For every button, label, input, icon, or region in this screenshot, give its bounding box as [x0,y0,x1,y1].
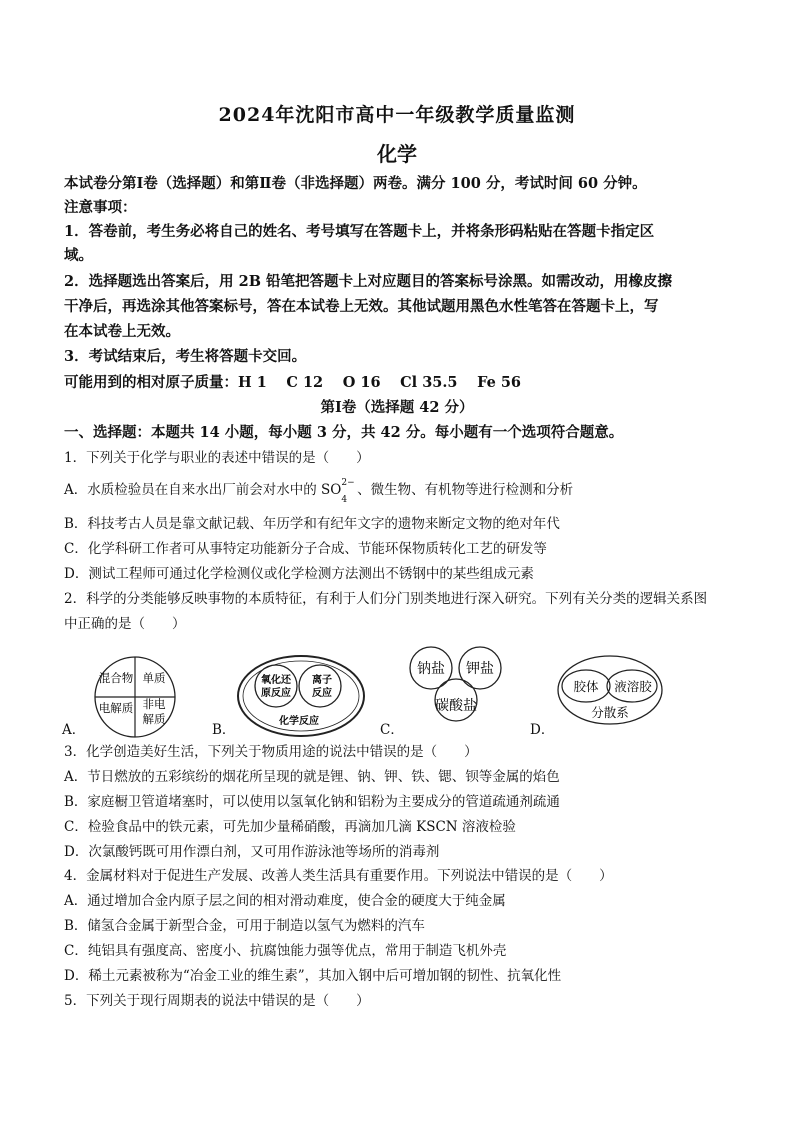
subject-title: 化学 [377,142,417,166]
section-instructions: 一、选择题：本题共 14 小题，每小题 3 分，共 42 分。每小题有一个选项符合题意。 [64,424,624,441]
q4-stem: 4．金属材料对于促进生产发展、改善人类生活具有重要作用。下列说法中错误的是（ ） [64,868,613,884]
figure-b-diagram [236,650,372,740]
fig-a-label: A． [62,722,86,738]
fig-d-outer-label: 分散系 [591,705,629,720]
q3-option-a: A．节日燃放的五彩缤纷的烟花所呈现的就是锂、钠、钾、铁、锶、钡等金属的焰色 [64,769,560,785]
fig-a-br1: 非电 [142,697,166,711]
notice-2c: 在本试卷上无效。 [64,323,180,340]
fig-b-in2a: 离子 [312,675,332,686]
q4-option-a: A．通过增加合金内原子层之间的相对滑动难度，使合金的硬度大于纯金属 [64,893,506,909]
fig-b-in2b: 反应 [312,688,332,699]
section-heading: 第Ⅰ卷（选择题 42 分） [320,399,474,416]
q5-stem: 5．下列关于现行周期表的说法中错误的是（ ） [64,993,370,1009]
fig-a-br2: 解质 [142,712,166,726]
fig-c-c2: 钾盐 [466,661,494,677]
fig-d-c2: 液溶胶 [614,679,652,694]
figure-c-diagram [404,644,510,724]
q4-option-c: C．纯铝具有强度高、密度小、抗腐蚀能力强等优点，常用于制造飞机外壳 [64,943,507,959]
q4-option-b: B．储氢合金属于新型合金，可用于制造以氢气为燃料的汽车 [64,918,425,934]
fig-b-circle-1 [255,665,297,707]
q1-option-b: B．科技考古人员是靠文献记载、年历学和有纪年文字的遗物来断定文物的绝对年代 [64,516,560,532]
notice-3: 3．考试结束后，考生将答题卡交回。 [64,348,307,365]
fig-b-circle-2 [299,665,341,707]
figure-d-diagram [556,650,666,740]
q3-option-b: B．家庭橱卫管道堵塞时，可以使用以氢氧化钠和铝粉为主要成分的管道疏通剂疏通 [64,794,560,810]
q4-option-d: D．稀土元素被称为“冶金工业的维生素”，其加入钢中后可增加钢的韧性、抗氧化性 [64,968,562,984]
notice-heading: 注意事项： [64,199,137,216]
fig-c-c3: 碳酸盐 [435,698,477,714]
notice-2b: 干净后，再选涂其他答案标号，答在本试卷上无效。其他试题用黑色水性笔答在答题卡上，写 [64,298,659,315]
atomic-masses: 可能用到的相对原子质量：H 1 C 12 O 16 Cl 35.5 Fe 56 [64,374,522,391]
fig-b-outer-label: 化学反应 [279,716,319,727]
notice-1b: 域。 [64,247,93,264]
q2-stem-line2: 中正确的是（ ） [64,616,186,632]
fig-d-label: D． [530,722,555,738]
q3-option-d: D．次氯酸钙既可用作漂白剂，又可用作游泳池等场所的消毒剂 [64,844,440,860]
fig-a-bl: 电解质 [98,701,134,715]
q1-stem: 1．下列关于化学与职业的表述中错误的是（ ） [64,450,370,466]
q1-a-sup: 2− [341,478,355,488]
q1-option-a [64,480,734,506]
intro-line: 本试卷分第Ⅰ卷（选择题）和第Ⅱ卷（非选择题）两卷。满分 100 分，考试时间 60 分钟。 [64,175,647,192]
q3-option-c: C．检验食品中的铁元素，可先加少量稀硝酸，再滴加几滴 KSCN 溶液检验 [64,819,516,835]
fig-b-in1b: 原反应 [261,688,291,699]
fig-c-c1: 钠盐 [417,661,445,677]
fig-a-tl: 混合物 [98,671,134,685]
fig-b-in1a: 氧化还 [261,675,291,686]
notice-1a: 1．答卷前，考生务必将自己的姓名、考号填写在答题卡上，并将条形码粘贴在答题卡指定区 [64,223,655,240]
q1-a-suffix: 、微生物、有机物等进行检测和分析 [357,482,574,498]
notice-2a: 2．选择题选出答案后，用 2B 铅笔把答题卡上对应题目的答案标号涂黑。如需改动，用橡皮擦 [64,273,673,290]
q1-a-prefix: A．水质检验员在自来水出厂前会对水中的 SO [64,482,342,498]
fig-b-label: B． [212,722,236,738]
fig-d-c1: 胶体 [573,679,599,694]
q1-option-c: C．化学科研工作者可从事特定功能新分子合成、节能环保物质转化工艺的研发等 [64,541,547,557]
fig-c-label: C． [380,722,404,738]
figure-a-diagram [90,650,180,740]
fig-a-tr: 单质 [142,671,166,685]
q1-a-sub: 4 [341,494,348,505]
exam-title: 2024年沈阳市高中一年级教学质量监测 [218,104,576,126]
q3-stem: 3．化学创造美好生活，下列关于物质用途的说法中错误的是（ ） [64,744,478,760]
q2-stem-line1: 2．科学的分类能够反映事物的本质特征，有利于人们分门别类地进行深入研究。下列有关分类的逻辑关系图 [64,591,708,607]
sulfate-charge [341,480,357,506]
q1-option-d: D．测试工程师可通过化学检测仪或化学检测方法测出不锈钢中的某些组成元素 [64,566,534,582]
